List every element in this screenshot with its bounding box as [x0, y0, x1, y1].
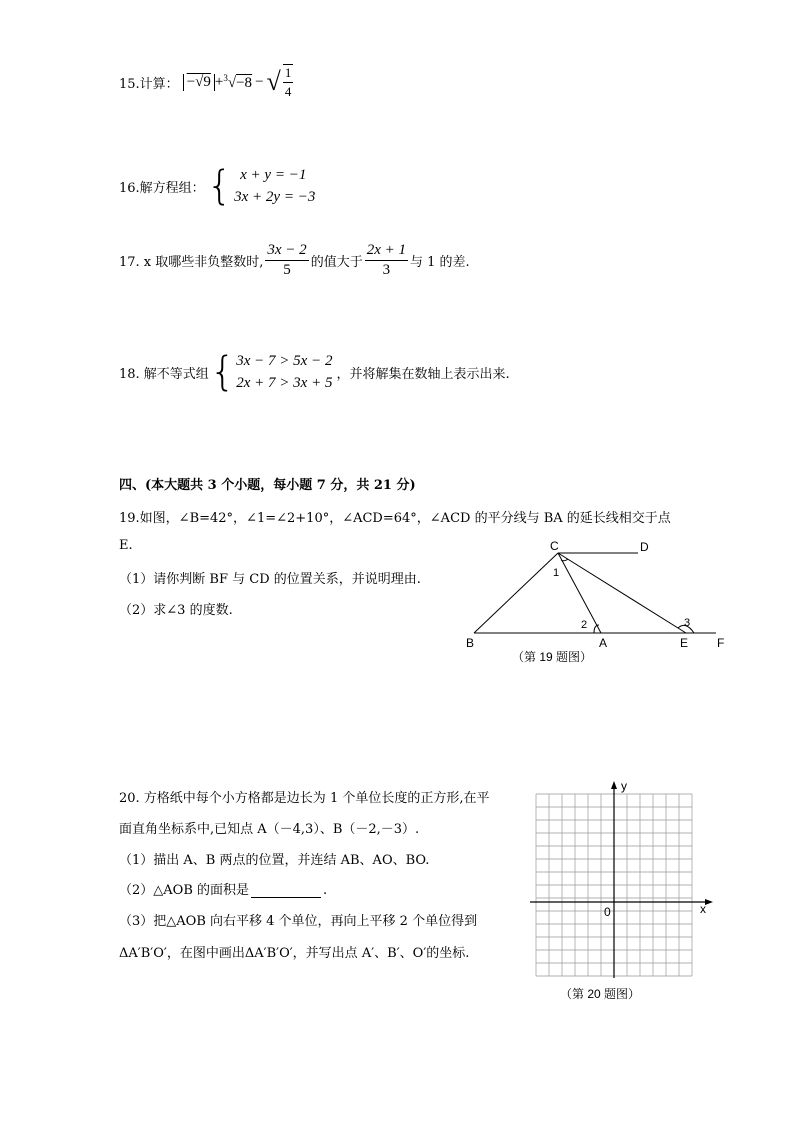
- q19-label-a: A: [599, 636, 608, 650]
- q20-line-1: 20. 方格纸中每个小方格都是边长为 1 个单位长度的正方形,在平: [119, 791, 490, 806]
- q19-line-ca: [558, 553, 601, 633]
- q18-brace: {: [209, 349, 236, 395]
- q18-label: 18. 解不等式组: [119, 366, 209, 382]
- q20-sub-question-1: （1）描出 A、B 两点的位置，并连结 AB、AO、BO.: [119, 853, 430, 868]
- q18-inequality-1: 3x − 7 > 5x − 2: [236, 353, 333, 369]
- q15-sqrt-denominator: 4: [284, 84, 292, 99]
- q15-cbrt-index: 3: [223, 72, 228, 83]
- q20-sub-question-3-line-2: ΔA′B′O′，在图中画出ΔA′B′O′，并写出点 A′、B′、O′的坐标.: [119, 946, 470, 961]
- q16-equation-1: x + y = −1: [240, 167, 307, 183]
- q19-line-1: 19.如图，∠B=42°，∠1=∠2+10°，∠ACD=64°，∠ACD 的平分线与 BA 的延长线相交于点: [119, 511, 671, 526]
- q15-sqrt-numerator: 1: [283, 65, 294, 83]
- q16-label: 16.解方程组：: [119, 180, 205, 196]
- q20-label-y: y: [621, 779, 627, 793]
- q17-fraction-2: [365, 242, 408, 279]
- q20-y-axis-arrow: [611, 781, 617, 789]
- q15-label: 15.计算：: [119, 76, 179, 92]
- q20-sub-question-3-line-1: （3）把△AOB 向右平移 4 个单位，再向上平移 2 个单位得到: [119, 914, 478, 929]
- q20-figure-caption: （第 20 题图）: [560, 987, 641, 1001]
- q19-label-c: C: [550, 539, 559, 553]
- q19-label-1: 1: [553, 567, 560, 579]
- q15-sqrt-term: √ $\frac{1}{4}$: [266, 65, 292, 99]
- q17-tail-text: 与 1 的差.: [409, 254, 470, 270]
- q19-label-b: B: [466, 636, 475, 650]
- q16-brace: {: [206, 163, 233, 209]
- q19-label-d: D: [640, 540, 649, 554]
- q19-figure-caption: （第 19 题图）: [512, 650, 593, 664]
- question-18: [119, 348, 510, 396]
- section-4-heading: 四、(本大题共 3 个小题，每小题 7 分，共 21 分): [119, 478, 416, 493]
- q17-fraction-2-denominator: 3: [382, 261, 391, 278]
- q19-label-3: 3: [684, 617, 691, 629]
- q19-line-2: E.: [119, 538, 133, 553]
- q19-line-bc: [474, 553, 558, 633]
- q18-tail-text: ，并将解集在数轴上表示出来.: [336, 366, 510, 382]
- q20-sub-question-2: [119, 879, 327, 898]
- q19-line-ce: [558, 553, 686, 633]
- q15-abs-value: −√9: [186, 73, 211, 90]
- q17-fraction-2-numerator: 2x + 1: [365, 242, 408, 261]
- q19-label-e: E: [680, 636, 689, 650]
- q17-fraction-1-numerator: 3x − 2: [265, 242, 308, 261]
- q20-line-2: 面直角坐标系中,已知点 A（－4,3）、B（－2,－3）.: [119, 822, 420, 837]
- q20-grid-figure: [530, 778, 720, 1008]
- q17-label: 17. x 取哪些非负整数时,: [119, 254, 264, 270]
- q16-equation-2: 3x + 2y = −3: [234, 189, 316, 205]
- q18-inequality-2: 2x + 7 > 3x + 5: [236, 375, 333, 391]
- q20-sub-question-2-text: （2）△AOB 的面积是: [119, 883, 250, 898]
- question-17: [119, 238, 470, 282]
- q15-minus: −: [255, 73, 264, 90]
- q19-angle-2-arc: [594, 625, 599, 633]
- q17-fraction-1-denominator: 5: [283, 261, 291, 278]
- q15-abs-term: [183, 74, 215, 91]
- question-16: [119, 162, 315, 210]
- q17-mid-text: 的值大于: [310, 254, 363, 270]
- q15-cbrt-value: −8: [236, 74, 253, 91]
- question-15: 15.计算： −√9 + $^3$√−8 − √ $\frac{1}{4}$: [119, 62, 295, 102]
- q19-sub-question-2: （2）求∠3 的度数.: [119, 603, 233, 618]
- q20-label-x: x: [700, 902, 706, 916]
- q19-label-2: 2: [581, 619, 588, 631]
- q19-figure: [460, 535, 740, 665]
- q20-answer-blank[interactable]: [251, 884, 321, 898]
- q20-sub-question-2-suffix: .: [323, 883, 328, 898]
- q19-sub-question-1: （1）请你判断 BF 与 CD 的位置关系，并说明理由.: [119, 572, 421, 587]
- q17-fraction-1: [265, 242, 308, 279]
- q20-label-origin: 0: [604, 905, 611, 919]
- q19-label-f: F: [717, 636, 725, 650]
- q15-cbrt-term: $^3$√−8: [223, 72, 253, 91]
- q20-x-axis-arrow: [705, 899, 713, 905]
